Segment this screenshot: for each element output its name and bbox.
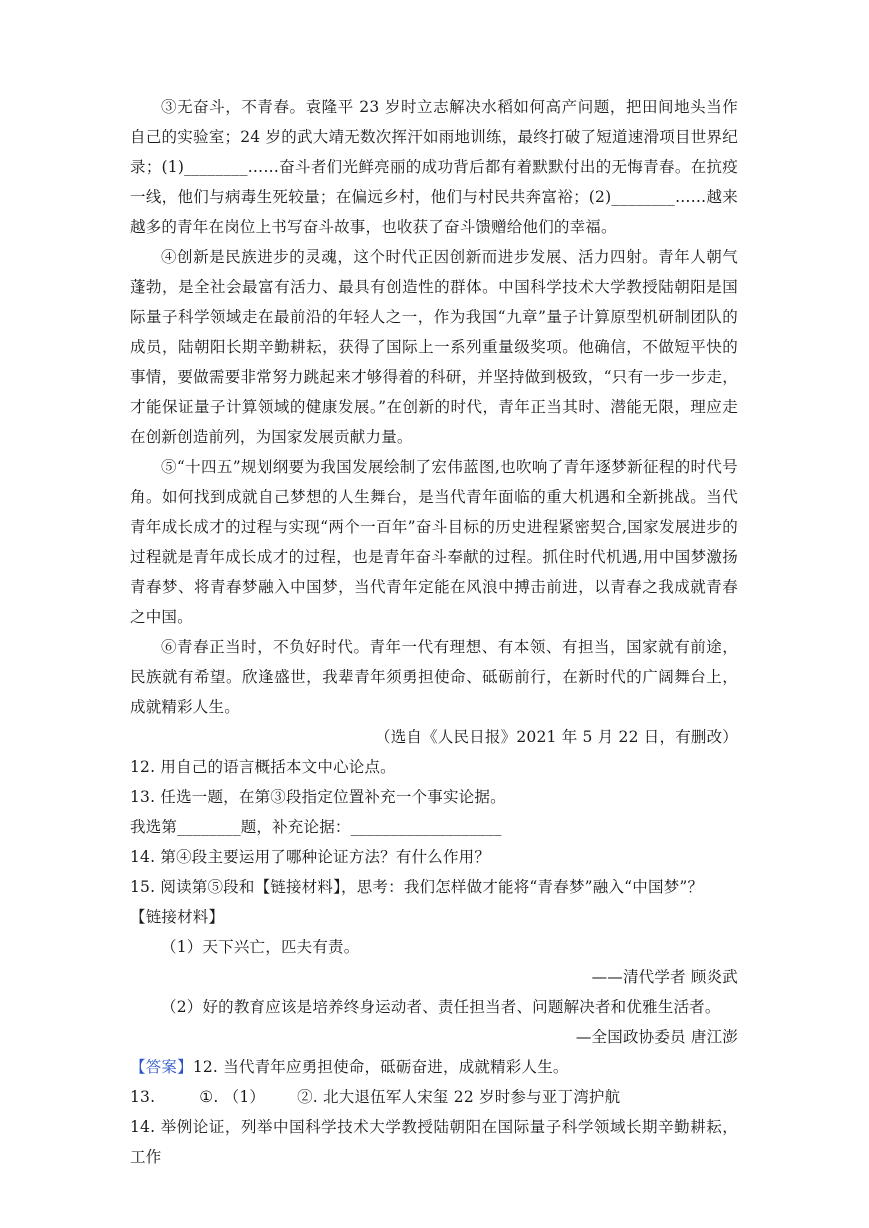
question-13-fill-line: 我选第________题，补充论据：___________________ (130, 818, 502, 836)
question-14: 14. 第④段主要运用了哪种论证方法？有什么作用？ (130, 848, 491, 866)
answer-12: 12. 当代青年应勇担使命，砥砺奋进，成就精彩人生。 (192, 1058, 569, 1076)
answer-13-option-2: ②. 北大退伍军人宋玺 22 岁时参与亚丁湾护航 (297, 1088, 621, 1106)
link-material-1: （1）天下兴亡，匹夫有责。 (161, 938, 360, 956)
paragraph-3: ③无奋斗，不青春。袁隆平 23 岁时立志解决水稻如何高产问题，把田间地头当作自己的实验室；24 岁的武大靖无数次挥汗如雨地训练，最终打破了短道速滑项目世界纪录；(1)________……奋斗者们光鲜亮丽的成功背后都有着默默付出的无悔青春。在抗疫一线，他们与病毒生死较量；在偏远乡村，他们与村民共奔富裕；(2)________……越来越多的青年在岗位上书写奋斗故事，也收获了奋斗馈赠给他们的幸福。 (130, 98, 738, 236)
link-material-heading: 【链接材料】 (130, 908, 225, 926)
question-13: 13. 任选一题，在第③段指定位置补充一个事实论据。 (130, 788, 506, 806)
question-15: 15. 阅读第⑤段和【链接材料】，思考：我们怎样做才能将“青春梦”融入“中国梦”？ (130, 878, 704, 896)
link-material-2: （2）好的教育应该是培养终身运动者、责任担当者、问题解决者和优雅生活者。 (161, 998, 721, 1016)
document-page (130, 92, 738, 1172)
answer-14: 14. 举例论证，列举中国科学技术大学教授陆朝阳在国际量子科学领域长期辛勤耕耘，工作 (130, 1118, 738, 1166)
answer-12-line (130, 1052, 738, 1082)
answer-13-line (130, 1082, 738, 1112)
question-12: 12. 用自己的语言概括本文中心论点。 (130, 758, 396, 776)
link-material-1-author: ——清代学者 顾炎武 (591, 968, 738, 986)
answer-13-option-1: ①. （1） (199, 1088, 266, 1106)
paragraph-6: ⑥青春正当时，不负好时代。青年一代有理想、有本领、有担当，国家就有前途，民族就有希望。欣逢盛世，我辈青年须勇担使命、砥砺前行，在新时代的广阔舞台上，成就精彩人生。 (130, 638, 738, 716)
answer-tag: 【答案】 (130, 1058, 193, 1076)
link-material-2-author: —全国政协委员 唐江澎 (575, 1028, 738, 1046)
answer-13-number: 13. (130, 1088, 156, 1106)
paragraph-5: ⑤“十四五”规划纲要为我国发展绘制了宏伟蓝图,也吹响了青年逐梦新征程的时代号角。如何找到成就自己梦想的人生舞台，是当代青年面临的重大机遇和全新挑战。当代青年成长成才的过程与实现“两个一百年”奋斗目标的历史进程紧密契合,国家发展进步的过程就是青年成长成才的过程，也是青年奋斗奉献的过程。抓住时代机遇,用中国梦激扬青春梦、将青春梦融入中国梦，当代青年定能在风浪中搏击前进，以青春之我成就青春之中国。 (130, 458, 738, 626)
paragraph-4: ④创新是民族进步的灵魂，这个时代正因创新而进步发展、活力四射。青年人朝气蓬勃，是全社会最富有活力、最具有创造性的群体。中国科学技术大学教授陆朝阳是国际量子科学领域走在最前沿的年轻人之一，作为我国“九章”量子计算原型机研制团队的成员，陆朝阳长期辛勤耕耘，获得了国际上一系列重量级奖项。他确信，不做短平快的事情，要做需要非常努力跳起来才够得着的科研，并坚持做到极致，“只有一步一步走，才能保证量子计算领域的健康发展。”在创新的时代，青年正当其时、潜能无限，理应走在创新创造前列，为国家发展贡献力量。 (130, 248, 738, 446)
source-citation: （选自《人民日报》2021 年 5 月 22 日，有删改） (375, 728, 738, 746)
